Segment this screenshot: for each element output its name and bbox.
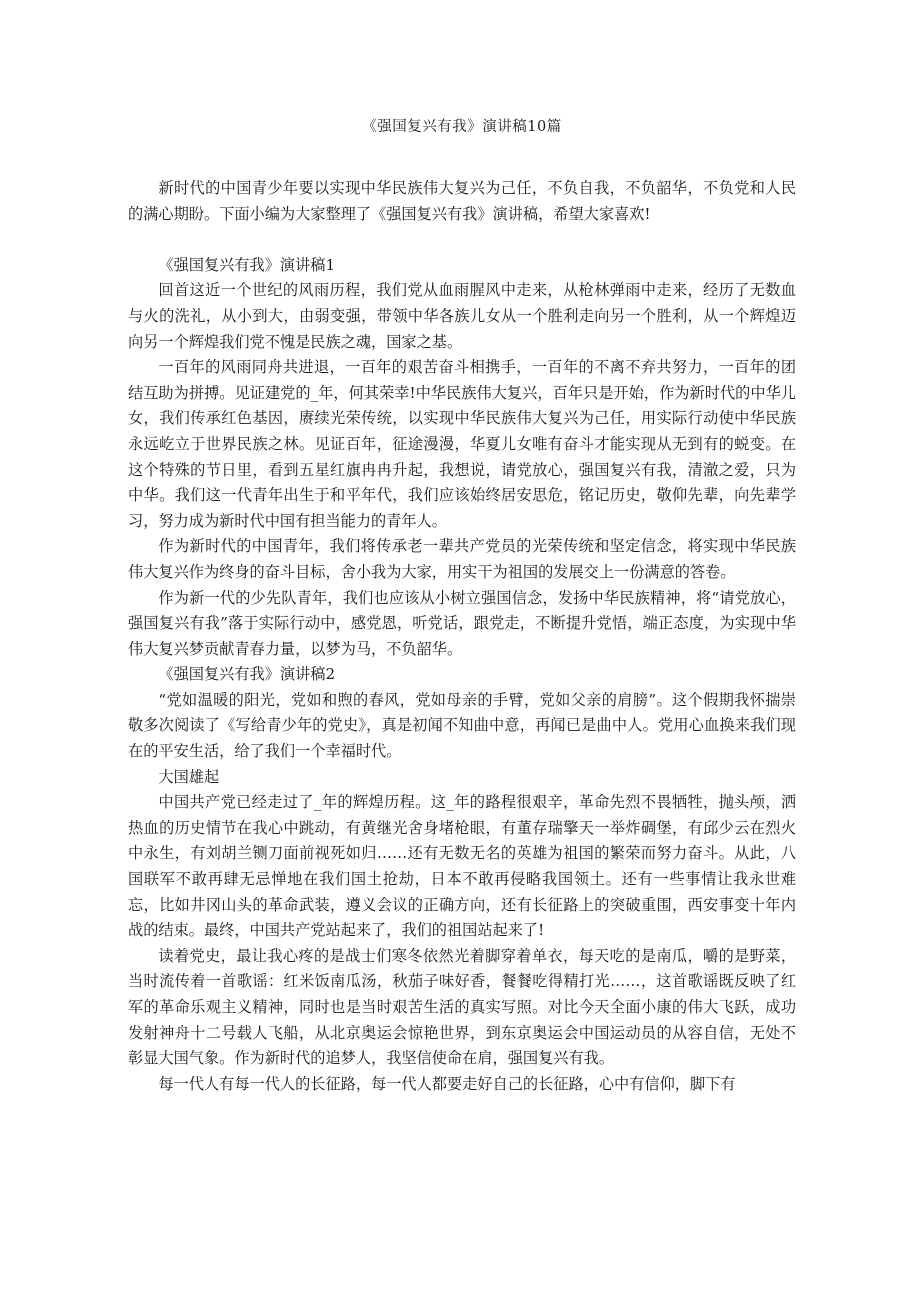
paragraph: 回首这近一个世纪的风雨历程，我们党从血雨腥风中走来，从枪林弹雨中走来，经历了无数血与火的洗礼，从小到大，由弱变强，带领中华各族儿女从一个胜利走向另一个胜利，从一个辉煌迈向另一个辉煌我们党不愧是民族之魂，国家之基。: [128, 281, 796, 351]
section-heading-1: 《强国复兴有我》演讲稿1: [158, 255, 336, 274]
document-title: 《强国复兴有我》演讲稿10篇: [362, 119, 562, 135]
paragraph: 每一代人有每一代人的长征路，每一代人都要走好自己的长征路，心中有信仰，脚下有: [158, 1074, 736, 1093]
paragraph: 中国共产党已经走过了_年的辉煌历程。这_年的路程很艰辛，革命先烈不畏牺牲，抛头颅，洒热血的历史情节在我心中跳动，有黄继光舍身堵枪眼，有董存瑞擎天一举炸碉堡，有邱少云在烈火中永生，有刘胡兰铡刀面前视死如归……还有无数无名的英雄为祖国的繁荣而努力奋斗。从此，八国联军不敢再肆无忌惮地在我们国土抢劫，日本不敢再侵略我国领土。还有一些事情让我永世难忘，比如井冈山头的革命武装，遵义会议的正确方向，还有长征路上的突破重围，西安事变十年内战的结束。最终，中国共产党站起来了，我们的祖国站起来了!: [128, 793, 796, 940]
paragraph: 作为新一代的少先队青年，我们也应该从小树立强国信念，发扬中华民族精神，将“请党放心，强国复兴有我”落于实际行动中，感党恩，听党话，跟党走，不断提升党悟，端正态度，为实现中华伟大复兴梦贡献青春力量，以梦为马，不负韶华。: [128, 588, 796, 658]
paragraph: 一百年的风雨同舟共进退，一百年的艰苦奋斗相携手，一百年的不离不弃共努力，一百年的团结互助为拼搏。见证建党的_年，何其荣幸!中华民族伟大复兴，百年只是开始，作为新时代的中华儿女，我们传承红色基因，赓续光荣传统，以实现中华民族伟大复兴为己任，用实际行动使中华民族永远屹立于世界民族之林。见证百年，征途漫漫，华夏儿女唯有奋斗才能实现从无到有的蜕变。在这个特殊的节日里，看到五星红旗冉冉升起，我想说，请党放心，强国复兴有我，清澈之爱，只为中华。我们这一代青年出生于和平年代，我们应该始终居安思危，铭记历史，敬仰先辈，向先辈学习，努力成为新时代中国有担当能力的青年人。: [128, 358, 796, 530]
intro-paragraph: 新时代的中国青少年要以实现中华民族伟大复兴为己任，不负自我，不负韶华，不负党和人民的满心期盼。下面小编为大家整理了《强国复兴有我》演讲稿，希望大家喜欢!: [128, 179, 796, 223]
paragraph: 读着党史，最让我心疼的是战士们寒冬依然光着脚穿着单衣，每天吃的是南瓜，嚼的是野菜，当时流传着一首歌谣：红米饭南瓜汤，秋茄子味好香，餐餐吃得精打光……，这首歌谣既反映了红军的革命乐观主义精神，同时也是当时艰苦生活的真实写照。对比今天全面小康的伟大飞跃，成功发射神舟十二号载人飞船，从北京奥运会惊艳世界，到东京奥运会中国运动员的从容自信，无处不彰显大国气象。作为新时代的追梦人，我坚信使命在肩，强国复兴有我。: [128, 946, 796, 1068]
document-body: [128, 176, 796, 1097]
paragraph: 作为新时代的中国青年，我们将传承老一辈共产党员的光荣传统和坚定信念，将实现中华民族伟大复兴作为终身的奋斗目标，舍小我为大家，用实干为祖国的发展交上一份满意的答卷。: [128, 537, 796, 581]
section-heading-2: 《强国复兴有我》演讲稿2: [158, 665, 336, 684]
paragraph: “党如温暖的阳光，党如和煦的春风，党如母亲的手臂，党如父亲的肩膀”。这个假期我怀揣崇敬多次阅读了《写给青少年的党史》，真是初闻不知曲中意，再闻已是曲中人。党用心血换来我们现在的平安生活，给了我们一个幸福时代。: [128, 690, 796, 761]
subheading: 大国雄起: [158, 767, 220, 786]
